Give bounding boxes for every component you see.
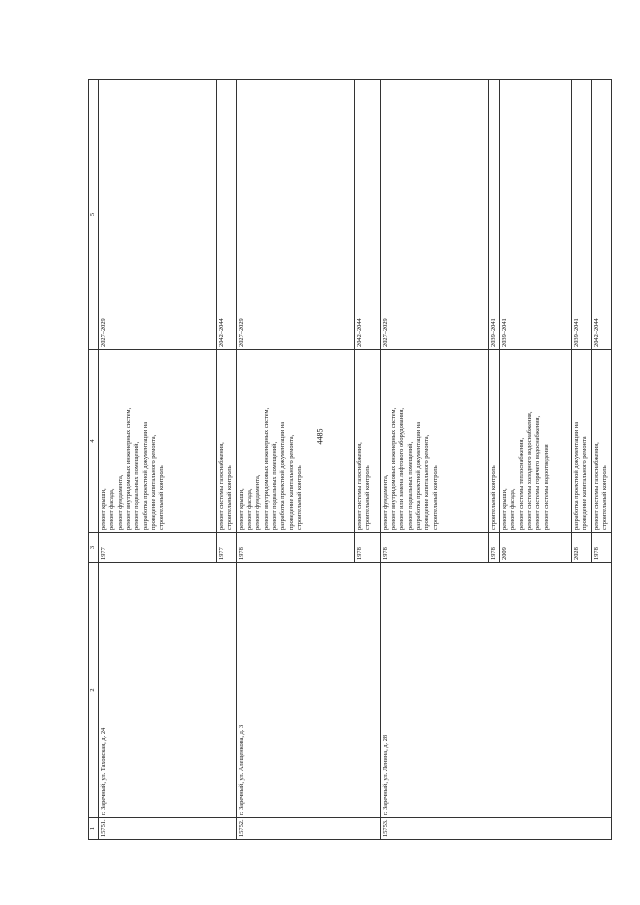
period-cell: 2039–2041 bbox=[571, 80, 591, 350]
works-cell bbox=[499, 350, 571, 533]
work-item: ремонт подвальных помещений, bbox=[133, 441, 141, 530]
works-cell bbox=[571, 350, 591, 533]
column-header: 5 bbox=[89, 80, 99, 350]
work-item: ремонт внутридомовых инженерных систем, bbox=[124, 407, 132, 530]
period-cell: 2027–2029 bbox=[99, 80, 217, 350]
works-cell bbox=[380, 350, 488, 533]
year-cell: 1978 bbox=[354, 533, 380, 563]
work-item: ремонт фундамента, bbox=[116, 474, 124, 530]
work-item: ремонт системы теплоснабжения, bbox=[517, 437, 525, 530]
page-number: 4485 bbox=[315, 428, 325, 445]
work-item: разработка проектной документации на bbox=[279, 421, 287, 530]
period-cell: 2042–2044 bbox=[354, 80, 380, 350]
period-cell: 2042–2044 bbox=[591, 80, 611, 350]
work-item: ремонт подвальных помещений, bbox=[406, 441, 414, 530]
work-item: строительный контроль bbox=[295, 465, 303, 530]
work-item: ремонт внутридомовых инженерных систем, bbox=[262, 407, 270, 530]
period-cell: 2039–2041 bbox=[488, 80, 499, 350]
year-cell: 2009 bbox=[499, 533, 571, 563]
work-item: ремонт фасада, bbox=[245, 488, 253, 530]
work-item: ремонт системы газоснабжения, bbox=[355, 442, 363, 530]
record-number-cell: 15751. bbox=[99, 818, 237, 840]
works-cell bbox=[217, 350, 237, 533]
record-number-cell: 15753. bbox=[380, 818, 611, 840]
work-item: ремонт крыши, bbox=[237, 488, 245, 530]
work-item: строительный контроль bbox=[431, 465, 439, 530]
work-item: ремонт внутридомовых инженерных систем, bbox=[389, 407, 397, 530]
address-cell: г. Заречный, ул. Таховская, д. 24 bbox=[99, 563, 237, 818]
works-cell bbox=[99, 350, 217, 533]
work-item: ремонт фундамента, bbox=[254, 474, 262, 530]
year-cell: 1977 bbox=[217, 533, 237, 563]
works-cell bbox=[488, 350, 499, 533]
work-item: строительный контроль bbox=[158, 465, 166, 530]
work-item: строительный контроль bbox=[600, 465, 608, 530]
year-cell: 1978 bbox=[591, 533, 611, 563]
work-item: ремонт системы газоснабжения, bbox=[218, 442, 225, 530]
year-cell: 1978 bbox=[236, 533, 354, 563]
year-cell: 1978 bbox=[380, 533, 488, 563]
column-header: 2 bbox=[89, 563, 99, 818]
column-header: 3 bbox=[89, 533, 99, 563]
address-cell: г. Заречный, ул. Алещенкова, д. 3 bbox=[236, 563, 380, 818]
works-cell bbox=[354, 350, 380, 533]
document-sheet bbox=[88, 80, 608, 840]
work-item: строительный контроль bbox=[226, 465, 234, 530]
year-cell: 1978 bbox=[488, 533, 499, 563]
work-item: ремонт фасада, bbox=[509, 488, 517, 530]
work-item: проведение капитального ремонта bbox=[581, 436, 589, 530]
works-cell bbox=[591, 350, 611, 533]
work-item: ремонт крыши, bbox=[100, 488, 107, 530]
work-item: ремонт подвальных помещений, bbox=[270, 441, 278, 530]
work-item: проведение капитального ремонта, bbox=[149, 434, 157, 530]
year-cell: 2028 bbox=[571, 533, 591, 563]
work-item: ремонт системы водоотведения bbox=[542, 444, 550, 530]
work-item: строительный контроль bbox=[363, 465, 371, 530]
period-cell: 2027–2029 bbox=[380, 80, 488, 350]
work-item: ремонт системы горячего водоснабжения, bbox=[534, 415, 542, 530]
table-row bbox=[99, 80, 217, 840]
column-header: 1 bbox=[89, 818, 99, 840]
work-item: разработка проектной документации на bbox=[141, 421, 149, 530]
work-item: разработка проектной документации на bbox=[414, 421, 422, 530]
capital-repair-table bbox=[88, 79, 612, 840]
table-body bbox=[99, 80, 612, 840]
period-cell: 2027–2029 bbox=[236, 80, 354, 350]
column-number-row bbox=[89, 80, 99, 840]
address-cell: г. Заречный, ул. Ленина, д. 28 bbox=[380, 563, 611, 818]
year-cell: 1977 bbox=[99, 533, 217, 563]
column-header: 4 bbox=[89, 350, 99, 533]
work-item: ремонт фасада, bbox=[108, 488, 116, 530]
work-item: проведение капитального ремонта, bbox=[423, 434, 431, 530]
rotated-table-container bbox=[88, 80, 608, 840]
period-cell: 2039–2041 bbox=[499, 80, 571, 350]
table-row bbox=[236, 80, 354, 840]
work-item: ремонт фундамента, bbox=[381, 474, 389, 530]
work-item: проведение капитального ремонта, bbox=[287, 434, 295, 530]
work-item: ремонт системы газоснабжения, bbox=[592, 442, 600, 530]
works-cell bbox=[236, 350, 354, 533]
table-row bbox=[380, 80, 488, 840]
work-item: ремонт или замена лифтового оборудования, bbox=[398, 407, 406, 530]
period-cell: 2042–2044 bbox=[217, 80, 237, 350]
work-item: строительный контроль bbox=[489, 465, 497, 530]
record-number-cell: 15752. bbox=[236, 818, 380, 840]
work-item: ремонт системы холодного водоснабжения, bbox=[525, 411, 533, 530]
work-item: разработка проектной документации на bbox=[572, 421, 580, 530]
work-item: ремонт крыши, bbox=[500, 488, 508, 530]
